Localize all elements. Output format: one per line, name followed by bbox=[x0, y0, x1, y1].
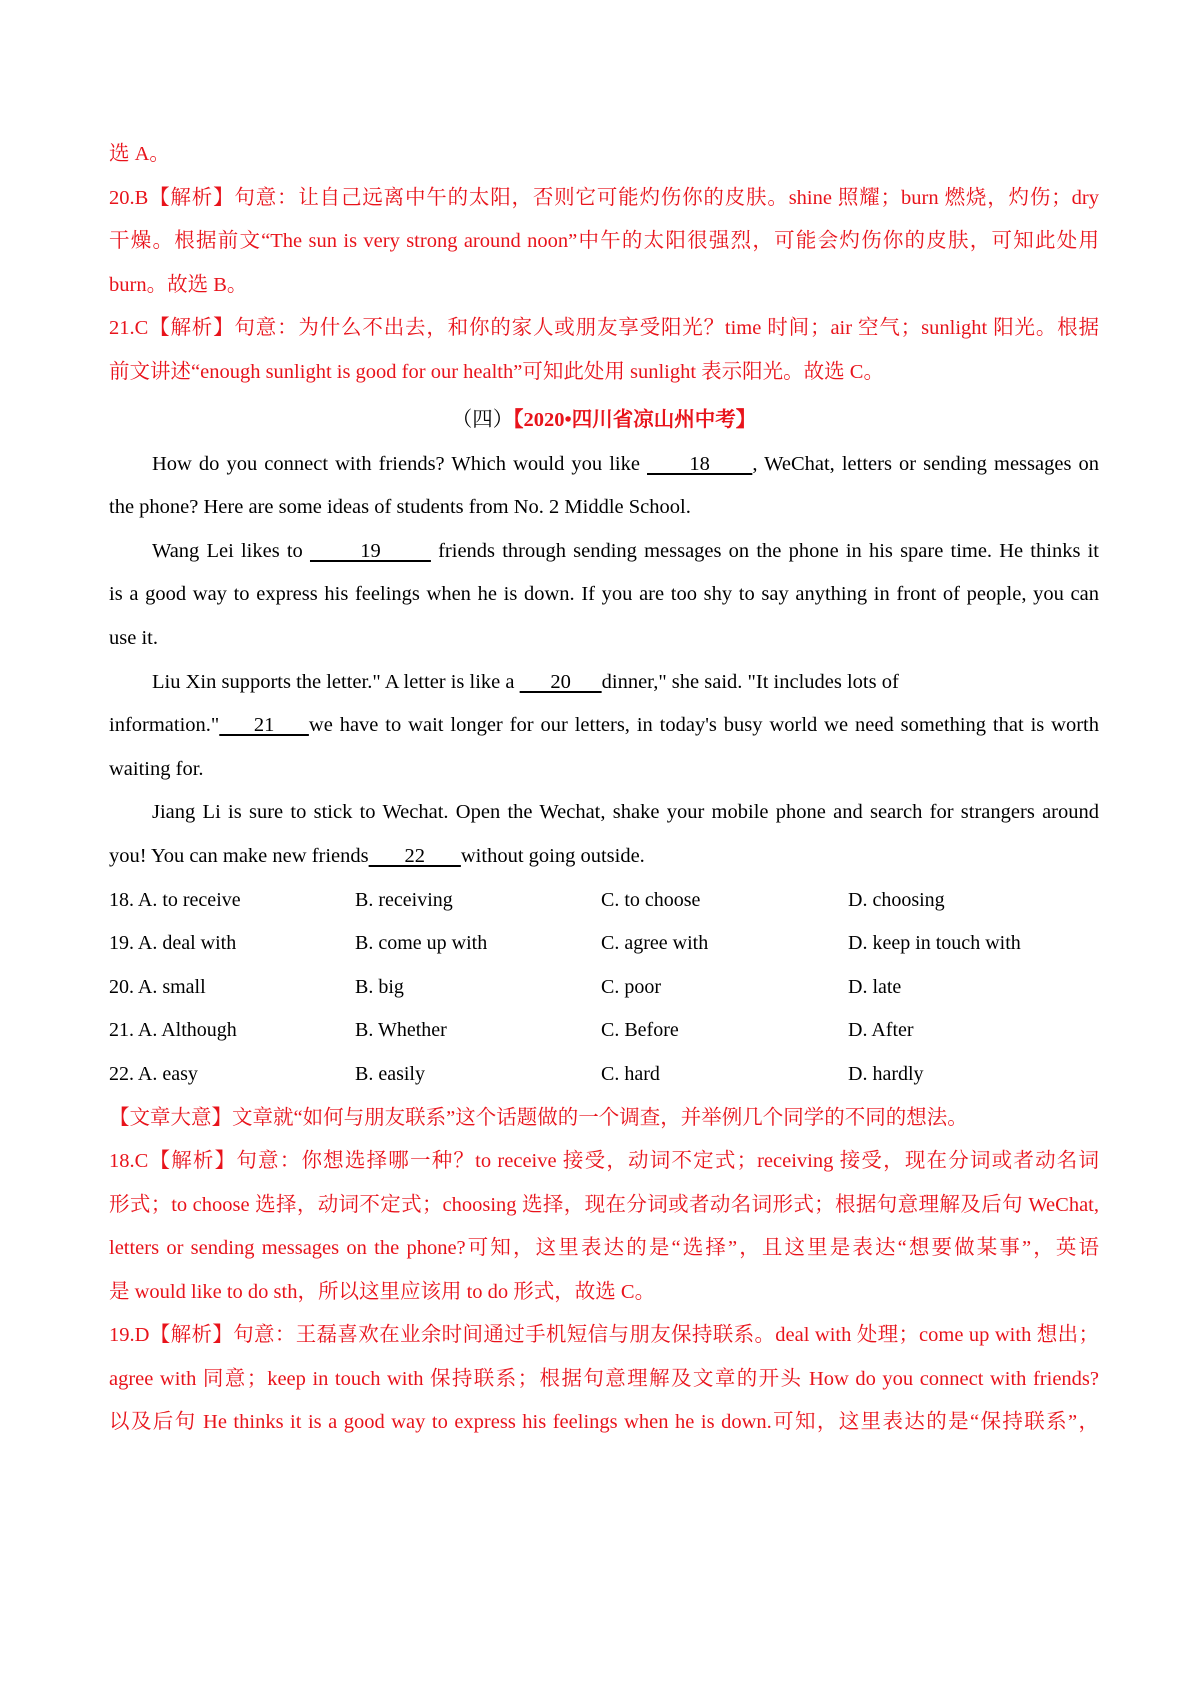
passage-paragraph-2-end: use it. bbox=[109, 627, 158, 649]
answer-18-explanation-cont2: letters or sending messages on the phone?可知，这里表达的是“选择”，且这里是表达“想要做某事”，英语 bbox=[109, 1237, 1099, 1259]
answer-21-explanation-end: 前文讲述“enough sunlight is good for our health”可知此处用 sunlight 表示阳光。故选 C。 bbox=[109, 361, 884, 383]
answer-19-explanation-cont2: 以及后句 He thinks it is a good way to express his feelings when he is down.可知，这里表达的是“保持联系”， bbox=[109, 1411, 1099, 1433]
option-a: 19. A. deal with bbox=[109, 932, 237, 954]
option-b: B. receiving bbox=[355, 889, 453, 911]
passage-paragraph-4-cont: you! You can make new friends 22 without going outside. bbox=[109, 845, 645, 867]
passage-paragraph-3: Liu Xin supports the letter." A letter is like a 20 dinner," she said. "It includes lots of bbox=[152, 671, 899, 693]
option-c: C. poor bbox=[601, 976, 661, 998]
section-number: （四） bbox=[451, 409, 514, 431]
passage-paragraph-1-cont: the phone? Here are some ideas of students from No. 2 Middle School. bbox=[109, 496, 691, 518]
option-d: D. choosing bbox=[848, 889, 945, 911]
blank-18: 18 bbox=[647, 453, 753, 475]
option-d: D. keep in touch with bbox=[848, 932, 1021, 954]
passage-paragraph-1: How do you connect with friends? Which would you like 18 , WeChat, letters or sending messages on bbox=[152, 453, 1099, 475]
answer-18-explanation-cont: 形式；to choose 选择，动词不定式；choosing 选择，现在分词或者动名词形式；根据句意理解及后句 WeChat, bbox=[109, 1194, 1099, 1216]
option-b: B. big bbox=[355, 976, 404, 998]
blank-20: 20 bbox=[519, 671, 602, 693]
option-a: 21. A. Although bbox=[109, 1019, 237, 1041]
answer-line: 选 A。 bbox=[109, 143, 170, 165]
option-d: D. late bbox=[848, 976, 902, 998]
answer-19-explanation: 19.D【解析】句意：王磊喜欢在业余时间通过手机短信与朋友保持联系。deal with 处理；come up with 想出； bbox=[109, 1324, 1099, 1346]
blank-22: 22 bbox=[368, 845, 461, 867]
option-a: 20. A. small bbox=[109, 976, 206, 998]
section-source: 【2020•四川省凉山州中考】 bbox=[513, 409, 757, 431]
answer-20-explanation: 20.B【解析】句意：让自己远离中午的太阳，否则它可能灼伤你的皮肤。shine 照耀；burn 燃烧，灼伤；dry bbox=[109, 187, 1099, 209]
option-b: B. easily bbox=[355, 1063, 425, 1085]
passage-paragraph-2-cont: is a good way to express his feelings when he is down. If you are too shy to say anything in front of people, you can bbox=[109, 583, 1099, 605]
summary-line: 【文章大意】文章就“如何与朋友联系”这个话题做的一个调查，并举例几个同学的不同的想法。 bbox=[109, 1107, 968, 1129]
blank-21: 21 bbox=[219, 714, 309, 736]
answer-18-explanation: 18.C【解析】句意：你想选择哪一种？to receive 接受，动词不定式；receiving 接受，现在分词或者动名词 bbox=[109, 1150, 1099, 1172]
passage-paragraph-2: Wang Lei likes to 19 friends through sending messages on the phone in his spare time. He thinks it bbox=[152, 540, 1099, 562]
option-b: B. come up with bbox=[355, 932, 488, 954]
passage-paragraph-3-end: waiting for. bbox=[109, 758, 204, 780]
option-a: 22. A. easy bbox=[109, 1063, 198, 1085]
option-d: D. hardly bbox=[848, 1063, 924, 1085]
option-d: D. After bbox=[848, 1019, 914, 1041]
blank-19: 19 bbox=[309, 540, 431, 562]
option-a: 18. A. to receive bbox=[109, 889, 241, 911]
passage-paragraph-4: Jiang Li is sure to stick to Wechat. Open the Wechat, shake your mobile phone and search for strangers around bbox=[152, 801, 1099, 823]
option-c: C. to choose bbox=[601, 889, 701, 911]
option-c: C. Before bbox=[601, 1019, 679, 1041]
answer-21-explanation: 21.C【解析】句意：为什么不出去，和你的家人或朋友享受阳光？time 时间；air 空气；sunlight 阳光。根据 bbox=[109, 317, 1099, 339]
section-heading bbox=[109, 407, 1099, 433]
answer-19-explanation-cont: agree with 同意；keep in touch with 保持联系；根据句意理解及文章的开头 How do you connect with friends? bbox=[109, 1368, 1099, 1390]
option-c: C. hard bbox=[601, 1063, 660, 1085]
option-c: C. agree with bbox=[601, 932, 709, 954]
passage-paragraph-3-cont: information." 21 we have to wait longer for our letters, in today's busy world we need something that is worth bbox=[109, 714, 1099, 736]
answer-20-explanation-end: burn。故选 B。 bbox=[109, 274, 248, 296]
option-b: B. Whether bbox=[355, 1019, 447, 1041]
answer-18-explanation-end: 是 would like to do sth，所以这里应该用 to do 形式，故选 C。 bbox=[109, 1281, 656, 1303]
answer-20-explanation-cont: 干燥。根据前文“The sun is very strong around noon”中午的太阳很强烈，可能会灼伤你的皮肤，可知此处用 bbox=[109, 230, 1099, 252]
